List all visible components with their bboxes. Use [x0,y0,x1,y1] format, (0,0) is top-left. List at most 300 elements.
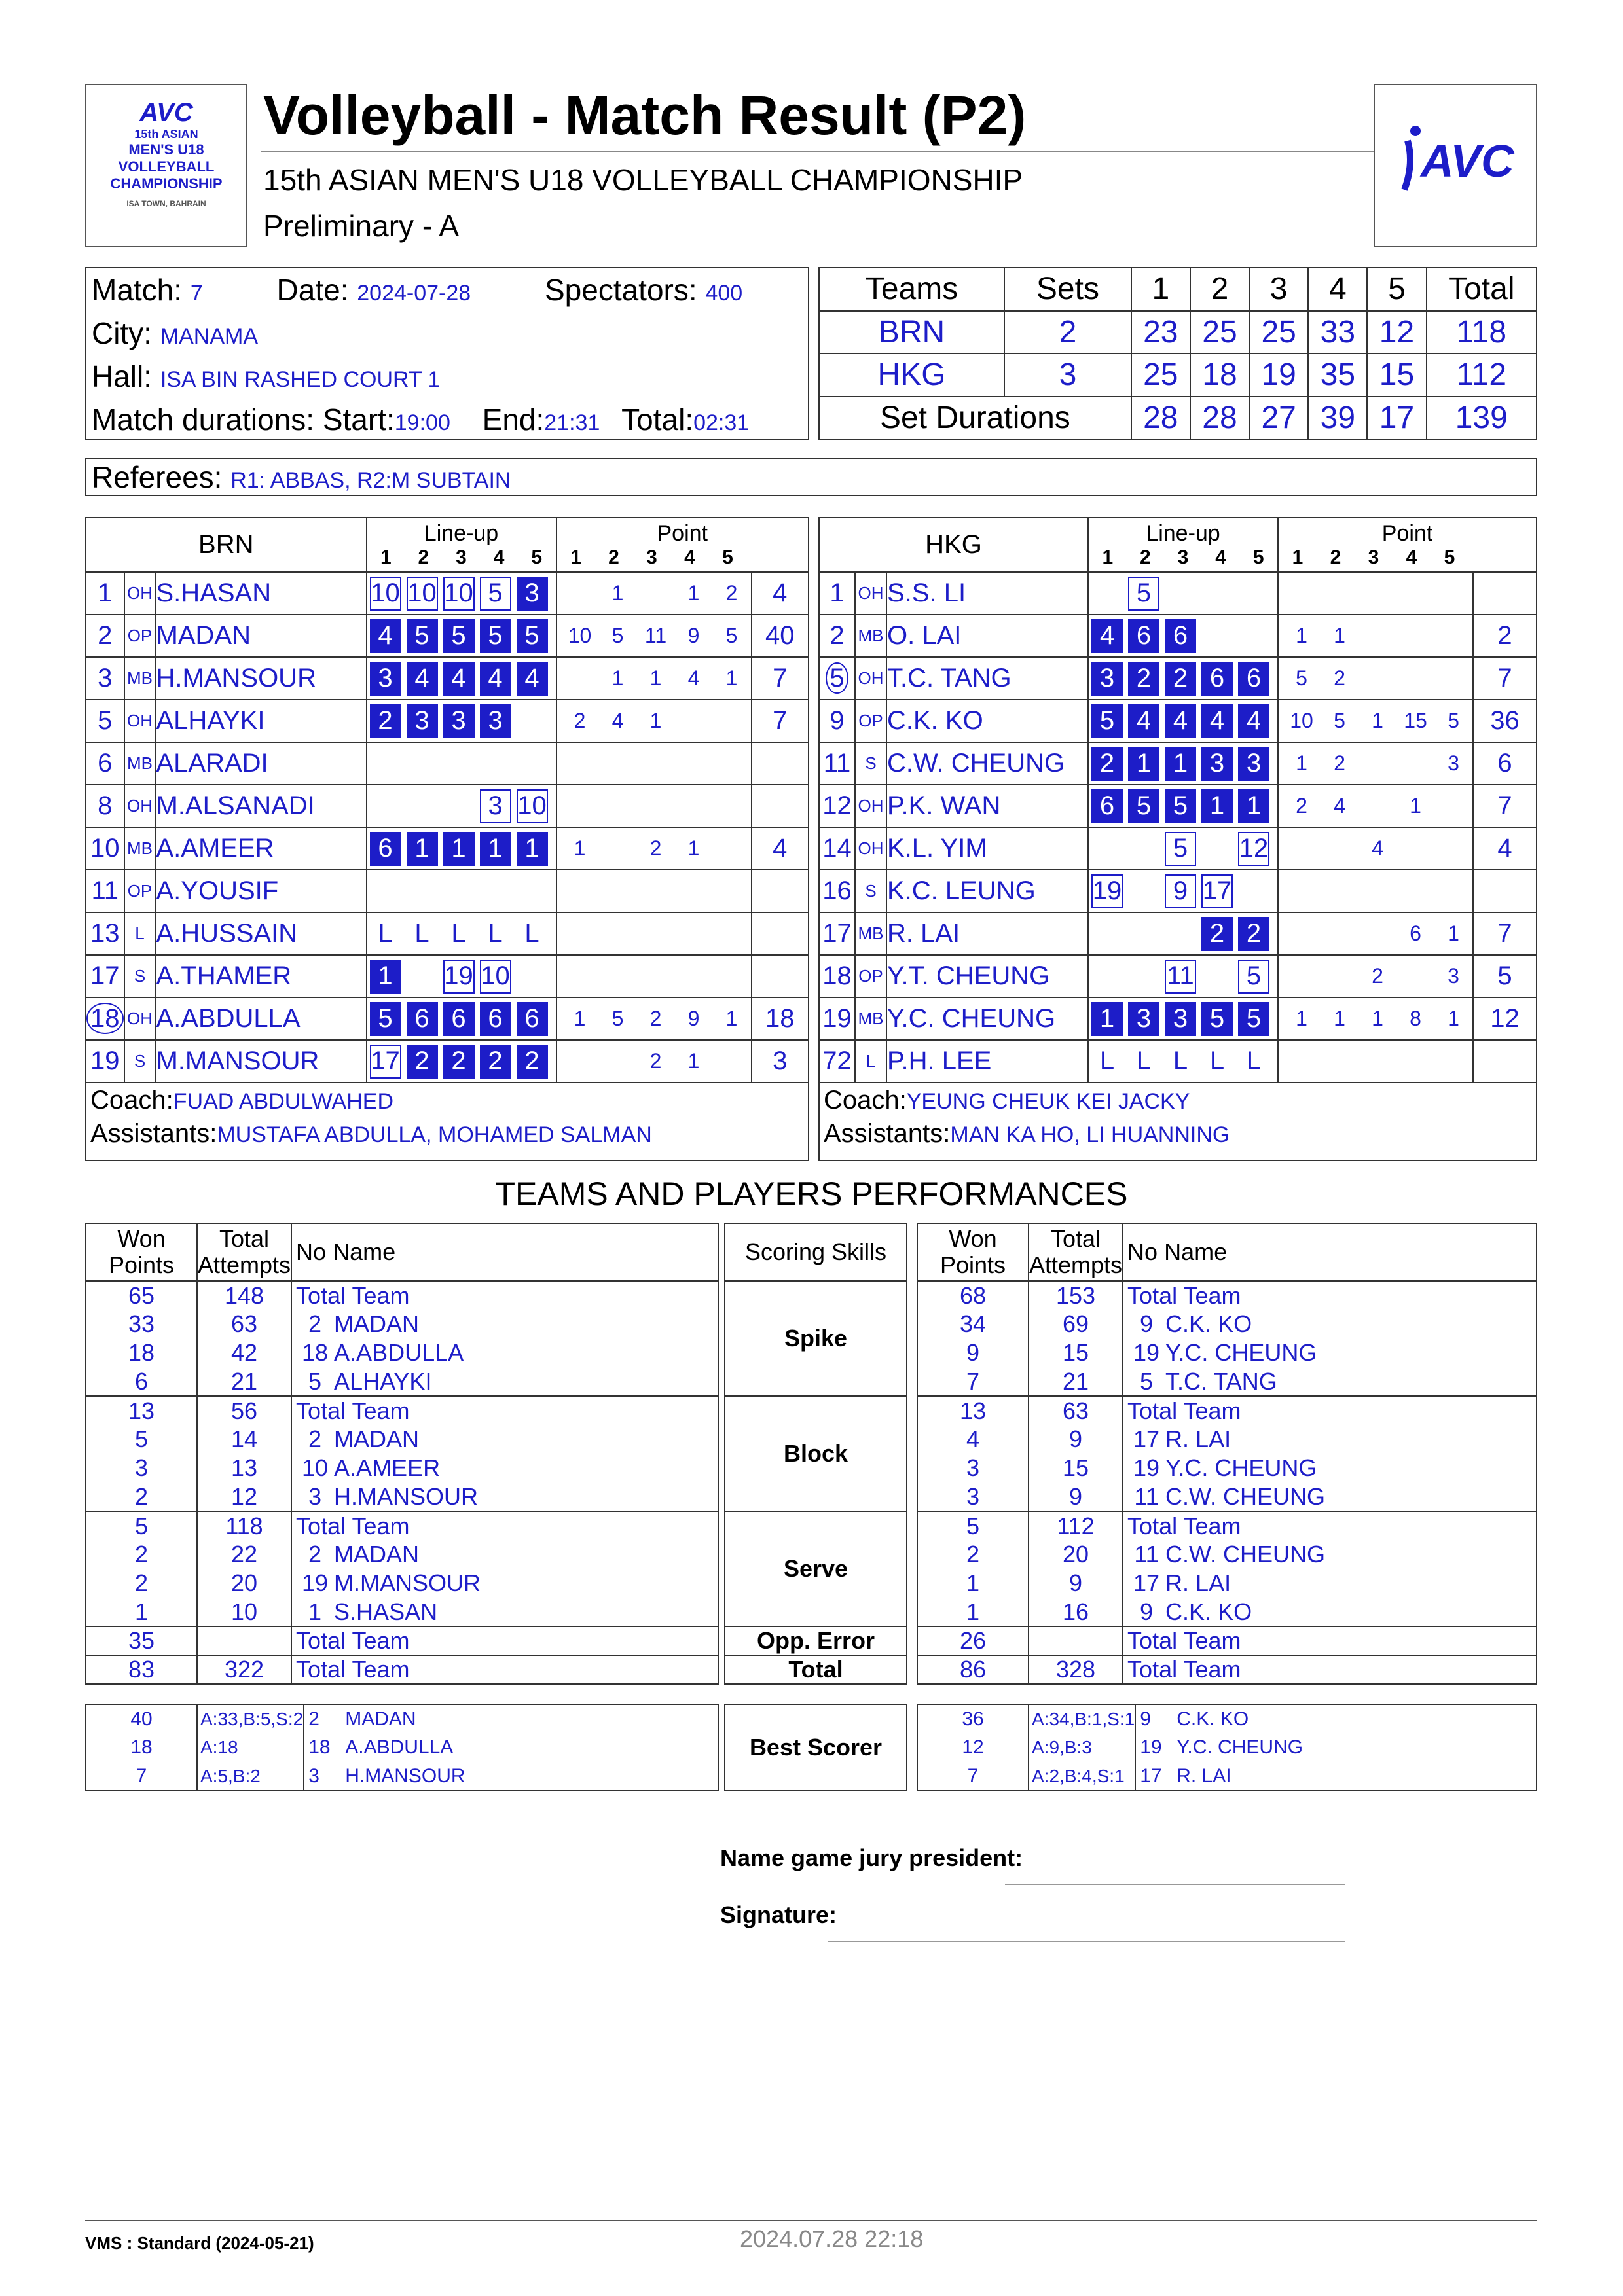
won-points: 18 [86,1338,197,1367]
player-points-by-set [556,1040,752,1083]
perf-player-number: 19 [302,1570,329,1596]
perf-player-name: A.AMEER [334,1454,441,1481]
player-lineup [1088,912,1278,955]
set-points: 1 [1296,751,1307,775]
team-name: BRN [86,518,367,572]
player-number [86,827,124,870]
lineup-cell: 1 [1128,747,1159,781]
set-duration-cell: 139 [1427,397,1537,440]
lineup-cell [517,704,548,738]
player-lineup [1088,785,1278,827]
player-total-points [752,870,809,912]
set-points: 2 [1334,666,1345,690]
player-total-points [752,742,809,785]
best-scorer-player [304,1733,718,1762]
perf-player-number: 2 [308,1426,322,1452]
set-points: 1 [1296,1007,1307,1030]
perf-player [1123,1655,1537,1684]
won-points: 86 [917,1655,1029,1684]
player-points-by-set [556,700,752,742]
set-points [561,666,599,691]
perf-player-number: 3 [308,1482,322,1510]
set-points: 6 [1410,922,1421,945]
won-points: 65 [86,1281,197,1310]
assistants-label: Assistants: [824,1119,951,1148]
lineup-cell: 12 [1238,832,1269,866]
set-points: 9 [687,624,700,647]
lineup-header-row [820,518,1536,572]
player-total-points: 7 [1473,785,1536,827]
set-points: 1 [1372,709,1383,732]
player-total-points: 36 [1473,700,1536,742]
player-number-value: 11 [91,876,119,905]
player-row [86,827,808,870]
set-points: 2 [649,1007,662,1030]
score-header-cell: 1 [1131,268,1190,311]
best-scorer-name: Y.C. CHEUNG [1176,1736,1304,1758]
lineup-cell: 4 [1128,704,1159,738]
player-name: A.ABDULLA [156,997,367,1040]
player-row [820,827,1536,870]
won-points: 2 [86,1569,197,1598]
assistants-names: MUSTAFA ABDULLA, MOHAMED SALMAN [217,1122,652,1147]
score-header-cell: 3 [1249,268,1308,311]
lineup-header [367,518,556,572]
set-points [713,1049,751,1073]
set-numbers [1089,547,1277,569]
player-number [820,700,855,742]
player-lineup [367,785,556,827]
perf-player-name: C.K. KO [1165,1310,1252,1337]
avc-logo [1374,84,1537,247]
player-total-points: 3 [752,1040,809,1083]
perf-player-name: Total Team [1127,1282,1241,1309]
perf-player-number: 9 [1140,1310,1154,1337]
jury-signature-line [1005,1884,1345,1885]
player-number-value: 9 [830,706,845,735]
end-time: 21:31 [544,410,600,435]
performances-title: TEAMS AND PLAYERS PERFORMANCES [495,1175,1128,1212]
set-points: 2 [649,836,662,860]
perf-row [917,1598,1537,1626]
best-scorer-number: 3 [308,1765,319,1787]
set-points: 1 [1372,1007,1383,1030]
skill-label: Spike [725,1281,907,1396]
set-points: 2 [1296,794,1307,817]
set-points: 1 [611,666,624,690]
lineup-cell: 4 [1091,619,1123,653]
player-row [86,572,808,615]
set-points: 2 [1334,751,1345,775]
perf-player [291,1626,718,1655]
signature-label: Signature: [720,1901,837,1928]
lineup-cell: 1 [1091,1002,1123,1036]
lineup-cell: 10 [443,577,475,611]
lineup-label: Line-up [1146,521,1220,546]
lineup-cell [480,747,511,781]
perf-player-number: 5 [308,1367,322,1395]
set-points [1359,666,1396,691]
player-name: T.C. TANG [886,657,1088,700]
player-position: MB [124,657,156,700]
brn-lineup-table [85,517,809,1161]
lineup-cell [1128,874,1159,908]
hkg-lineup-table [818,517,1537,1161]
set-points: 1 [1334,1007,1345,1030]
total-attempts: 69 [1029,1310,1123,1338]
set-points [1434,666,1472,691]
scoring-skills-header: Scoring Skills [725,1223,907,1281]
set-points [1283,922,1321,946]
player-row [86,912,808,955]
player-name: MADAN [156,615,367,657]
set-points: 1 [725,666,738,690]
perf-player [1123,1569,1537,1598]
lineup-cell: 6 [1091,789,1123,823]
set-points: 2 [574,709,586,732]
player-name: Y.T. CHEUNG [886,955,1088,997]
player-number-value: 19 [822,1004,852,1033]
player-total-points [752,785,809,827]
set-points: 5 [725,624,738,647]
best-scorer-name: MADAN [345,1708,416,1730]
won-points-header: Won Points [86,1223,197,1281]
perf-player-name: Total Team [296,1627,410,1654]
duration-label: Match durations: Start: [92,403,395,437]
total-attempts: 9 [1029,1569,1123,1598]
score-row [819,353,1537,397]
lineup-cell: 6 [1128,619,1159,653]
best-scorer-name: H.MANSOUR [345,1765,465,1787]
won-points: 1 [917,1569,1029,1598]
total-attempts: 42 [197,1338,291,1367]
perf-player-name: Total Team [296,1397,410,1424]
skills-header-row [725,1223,907,1281]
player-number-value: 6 [98,749,113,778]
set-points [1359,624,1396,648]
set-points: 1 [574,1007,586,1030]
set-points: 1 [1334,624,1345,647]
match-number: 7 [190,281,203,306]
print-timestamp: 2024.07.28 22:18 [740,2225,924,2252]
lineup-cell: L [1099,1047,1115,1075]
set-points [599,836,637,861]
player-points-by-set [1278,700,1473,742]
player-name: A.THAMER [156,955,367,997]
perf-player-name: Total Team [296,1512,410,1539]
won-points: 2 [917,1540,1029,1569]
referees [85,458,1537,496]
lineup-cell: 4 [407,662,438,696]
player-number [820,827,855,870]
set-points [1396,836,1434,861]
player-position: OH [124,700,156,742]
lineup-cell: 5 [1091,704,1123,738]
set-points [561,581,599,605]
set-points: 10 [1290,709,1313,732]
score-cell: 25 [1249,311,1308,354]
assistants-row [86,1115,808,1149]
player-points-by-set [556,572,752,615]
score-header-cell: 4 [1308,268,1367,311]
set-points: 1 [649,666,662,690]
player-number [86,615,124,657]
player-points-by-set [556,912,752,955]
total-attempts: 21 [197,1367,291,1396]
perf-player-name: H.MANSOUR [334,1482,479,1510]
set-numbers [367,547,556,569]
perf-header-row [86,1223,718,1281]
lineup-cell: L [488,919,503,948]
player-total-points: 4 [1473,827,1536,870]
player-number-value: 1 [830,579,845,607]
player-row [86,997,808,1040]
perf-player-number: 1 [308,1598,322,1625]
lineup-cell: 3 [407,704,438,738]
perf-player [291,1569,718,1598]
set-number: 2 [418,547,429,568]
perf-player-name: C.K. KO [1165,1598,1252,1625]
player-row [86,657,808,700]
lineup-cell: 6 [517,1002,548,1036]
set-points: 2 [649,1049,662,1073]
won-points: 1 [917,1598,1029,1626]
player-lineup [1088,700,1278,742]
player-position: S [124,1040,156,1083]
perf-player-name: Total Team [1127,1656,1241,1683]
set-points: 1 [687,836,700,860]
set-points [713,709,751,733]
lineup-cell: 1 [480,832,511,866]
lineup-cell: 5 [1165,789,1196,823]
player-position: S [855,742,886,785]
set-points [713,836,751,861]
set-number: 1 [1102,547,1114,568]
perf-row [917,1367,1537,1396]
lineup-cell [1128,960,1159,994]
won-points: 5 [917,1511,1029,1540]
perf-player-name: MADAN [334,1426,420,1452]
lineup-cell: 2 [480,1045,511,1079]
perf-row [917,1454,1537,1482]
set-points: 1 [611,581,624,605]
score-cell: 25 [1131,353,1190,397]
set-points [599,1049,637,1073]
lineup-cell [1201,577,1233,611]
player-position: MB [855,912,886,955]
lineup-cell: L [524,919,539,948]
player-points-by-set [556,785,752,827]
player-total-points: 18 [752,997,809,1040]
perf-row [86,1367,718,1396]
player-number-value: 5 [98,706,113,735]
player-name: A.HUSSAIN [156,912,367,955]
player-number [86,785,124,827]
perf-player [1123,1540,1537,1569]
player-total-points: 5 [1473,955,1536,997]
perf-player-number: 19 [1133,1339,1160,1366]
player-number [820,997,855,1040]
score-header-row [819,268,1537,311]
lineup-cell [517,747,548,781]
best-scorer-name: C.K. KO [1176,1708,1249,1730]
lineup-cell: 3 [480,789,511,823]
player-lineup [367,955,556,997]
total-attempts: 63 [1029,1396,1123,1425]
set-points: 1 [1296,624,1307,647]
lineup-cell: 10 [370,577,401,611]
perf-row [917,1338,1537,1367]
player-position: OH [855,827,886,870]
set-numbers [1279,547,1468,569]
player-number-value: 2 [830,621,845,650]
player-number [86,742,124,785]
best-scorer-label: Best Scorer [725,1704,907,1791]
score-header-cell: Sets [1004,268,1131,311]
lineup-cell: 17 [1201,874,1233,908]
player-row [820,997,1536,1040]
perf-header-row [917,1223,1537,1281]
referees-label: Referees: [92,460,223,494]
player-row [86,742,808,785]
set-points: 5 [611,624,624,647]
set-points [1359,794,1396,818]
player-lineup [367,912,556,955]
lineup-cell: 1 [1238,789,1269,823]
perf-player-number: 19 [1133,1454,1160,1481]
player-points-by-set [556,657,752,700]
skill-label: Serve [725,1511,907,1626]
set-points: 1 [687,581,700,605]
total-attempts: 13 [197,1454,291,1482]
player-lineup [367,827,556,870]
player-lineup [367,615,556,657]
best-scorer-row [86,1704,718,1733]
best-scorer-player [1135,1733,1537,1762]
perf-row [917,1396,1537,1425]
lineup-cell [407,747,438,781]
player-number-value: 14 [822,834,852,863]
perf-row [917,1540,1537,1569]
skill-row [725,1655,907,1684]
coach-row [86,1083,808,1115]
lineup-cell: 19 [1091,874,1123,908]
lineup-cell: 3 [1091,662,1123,696]
score-cell: 18 [1190,353,1249,397]
set-points [1434,794,1472,818]
perf-player [291,1454,718,1482]
score-cell: 23 [1131,311,1190,354]
player-lineup [1088,742,1278,785]
player-position: MB [124,742,156,785]
best-scorer-label-row [725,1704,907,1791]
page-title: Volleyball - Match Result (P2) [263,84,1027,146]
lineup-cell: 4 [517,662,548,696]
lineup-cell: 2 [1091,747,1123,781]
lineup-cell: 4 [1165,704,1196,738]
player-row [86,955,808,997]
total-attempts: 56 [197,1396,291,1425]
score-cell: 12 [1367,311,1426,354]
player-name-header: No Name [291,1223,718,1281]
player-position: OH [124,997,156,1040]
perf-row [86,1482,718,1511]
lineup-cell: 1 [1201,789,1233,823]
player-position: MB [855,997,886,1040]
set-number: 5 [1252,547,1264,568]
player-number [820,615,855,657]
jury-president-label: Name game jury president: [720,1844,1023,1871]
coach-label: Coach: [90,1086,173,1115]
assistants-label: Assistants: [90,1119,217,1148]
total-attempts: 15 [1029,1454,1123,1482]
total-attempts: 148 [197,1281,291,1310]
perf-player-name: C.W. CHEUNG [1165,1482,1326,1510]
set-number: 4 [684,547,695,568]
player-points-by-set [556,997,752,1040]
set-durations-label: Set Durations [819,397,1131,440]
won-points: 6 [86,1367,197,1396]
lineup-cell [370,874,401,908]
total-attempts: 14 [197,1425,291,1454]
score-cell: 33 [1308,311,1367,354]
player-number [820,742,855,785]
perf-row [86,1655,718,1684]
player-number [86,912,124,955]
total-attempts: 15 [1029,1338,1123,1367]
total-attempts: 112 [1029,1511,1123,1540]
total-attempts: 20 [1029,1540,1123,1569]
set-number: 4 [1406,547,1417,568]
set-points: 9 [687,1007,700,1030]
score-row [819,311,1537,354]
player-total-points: 7 [752,700,809,742]
perf-player-number: 2 [308,1310,322,1337]
perf-player-name: MADAN [334,1541,420,1568]
perf-row [86,1511,718,1540]
total-attempts [1029,1626,1123,1655]
lineup-cell: 5 [370,1002,401,1036]
hall-label: Hall: [92,359,153,393]
won-points: 5 [86,1425,197,1454]
score-header-cell: Total [1427,268,1537,311]
lineup-cell: L [451,919,466,948]
player-total-points [752,912,809,955]
best-scorer-row [86,1733,718,1762]
won-points: 1 [86,1598,197,1626]
score-cell: HKG [819,353,1004,397]
player-lineup [367,1040,556,1083]
logo-avc-mark: AVC [139,98,193,127]
perf-row [917,1281,1537,1310]
spectators-label: Spectators: [544,273,697,307]
player-position: OP [855,955,886,997]
best-scorer-breakdown: A:5,B:2 [197,1762,304,1791]
player-number [820,785,855,827]
won-points: 13 [917,1396,1029,1425]
best-scorer-number: 17 [1140,1765,1162,1787]
won-points: 68 [917,1281,1029,1310]
player-number-value: 13 [90,919,120,948]
set-duration-cell: 28 [1190,397,1249,440]
set-points [1396,964,1434,988]
total-attempts: 12 [197,1482,291,1511]
best-scorer-number: 18 [308,1736,331,1758]
lineup-cell: 5 [1128,577,1159,611]
lineup-cell [1238,577,1269,611]
set-points [1359,751,1396,776]
player-total-points: 2 [1473,615,1536,657]
